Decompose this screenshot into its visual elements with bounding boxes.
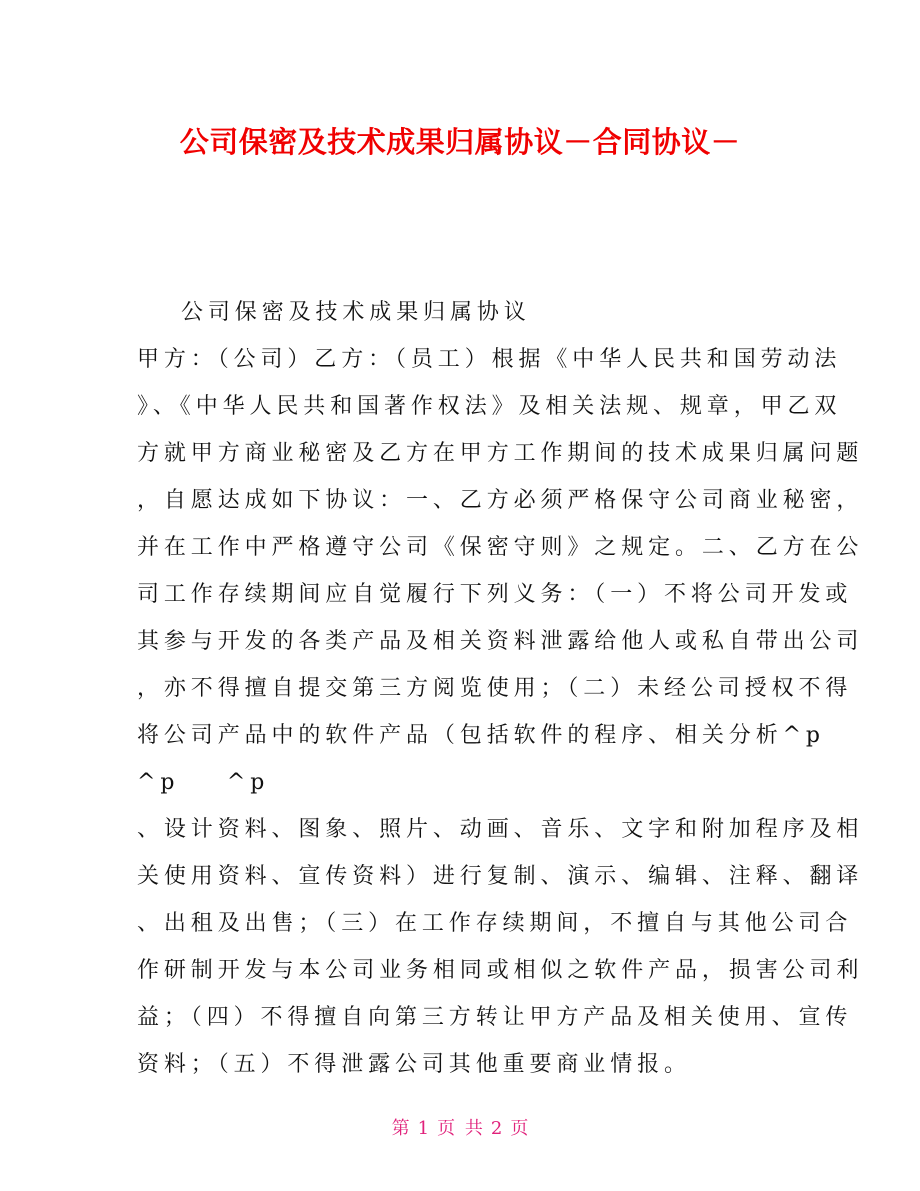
- body-line: 公司保密及技术成果归属协议: [181, 300, 531, 325]
- body-line: ，亦不得擅自提交第三方阅览使用；（二）未经公司授权不得: [137, 676, 853, 701]
- body-line: 》、《中华人民共和国著作权法》及相关法规、规章，甲乙双: [137, 394, 842, 419]
- body-line: 益；（四）不得擅自向第三方转让甲方产品及相关使用、宣传: [137, 1005, 853, 1030]
- body-line: 关使用资料、宣传资料）进行复制、演示、编辑、注释、翻译: [137, 864, 864, 889]
- body-line: 司工作存续期间应自觉履行下列义务：（一）不将公司开发或: [137, 582, 853, 607]
- body-line: 并在工作中严格遵守公司《保密守则》之规定。二、乙方在公: [137, 535, 864, 560]
- total-pages-number: 2: [490, 1118, 503, 1139]
- current-page-number: 1: [417, 1118, 430, 1139]
- footer-mid: 页 共: [437, 1118, 483, 1139]
- body-line: ^p ^p: [137, 770, 270, 795]
- page-footer: [0, 1114, 920, 1140]
- body-line: 方就甲方商业秘密及乙方在甲方工作期间的技术成果归属问题: [137, 441, 864, 466]
- body-line: 、出租及出售；（三）在工作存续期间，不擅自与其他公司合: [137, 911, 853, 936]
- body-line: 、设计资料、图象、照片、动画、音乐、文字和附加程序及相: [137, 817, 864, 842]
- document-body: [137, 296, 864, 1095]
- body-line: 将公司产品中的软件产品（包括软件的程序、相关分析^p: [137, 723, 825, 748]
- document-title: 公司保密及技术成果归属协议－合同协议－: [179, 125, 741, 159]
- body-line: ，自愿达成如下协议：一、乙方必须严格保守公司商业秘密，: [137, 488, 864, 513]
- footer-suffix: 页: [510, 1118, 529, 1139]
- body-line: 甲方：（公司）乙方：（员工）根据《中华人民共和国劳动法: [137, 347, 842, 372]
- body-line: 作研制开发与本公司业务相同或相似之软件产品，损害公司利: [137, 958, 864, 983]
- footer-prefix: 第: [391, 1118, 410, 1139]
- body-line: 其参与开发的各类产品及相关资料泄露给他人或私自带出公司: [137, 629, 864, 654]
- body-line: 资料；（五）不得泄露公司其他重要商业情报。: [137, 1052, 691, 1077]
